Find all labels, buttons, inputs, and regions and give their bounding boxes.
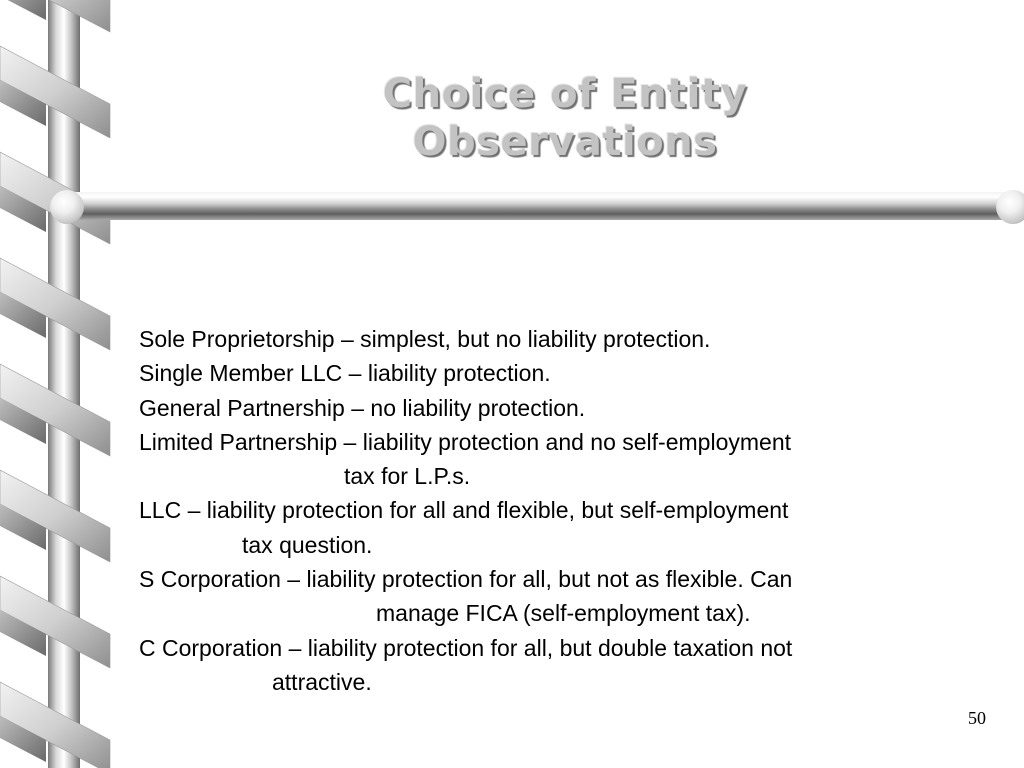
rod-knob-right (996, 190, 1024, 224)
list-item-s-corporation: S Corporation – liability protection for all, but not as flexible. Can (139, 566, 793, 593)
list-item-s-corporation-cont: manage FICA (self-employment tax). (376, 600, 751, 627)
observations-list (139, 322, 979, 699)
list-item-limited-partnership-cont: tax for L.P.s. (344, 463, 471, 490)
list-item-sole-proprietorship: Sole Proprietorship – simplest, but no liability protection. (139, 326, 711, 352)
ribbon-band-shadow (0, 0, 46, 20)
list-item-c-corporation-cont: attractive. (272, 668, 372, 695)
title-line-1: Choice of Entity (382, 71, 748, 117)
list-item-single-member-llc: Single Member LLC – liability protection. (139, 360, 551, 387)
divider-rod (52, 192, 1024, 220)
ribbon-decoration (0, 0, 120, 768)
title-line-2: Observations (412, 119, 718, 165)
list-item-llc-cont: tax question. (242, 531, 373, 558)
slide-title (300, 70, 830, 166)
list-item-c-corporation: C Corporation – liability protection for all, but double taxation not (139, 634, 793, 661)
page-number: 50 (968, 708, 986, 728)
list-item-limited-partnership: Limited Partnership – liability protection and no self-employment (139, 428, 791, 455)
list-item-llc: LLC – liability protection for all and flexible, but self-employment (139, 497, 789, 524)
list-item-general-partnership: General Partnership – no liability protection. (139, 394, 586, 421)
rod-knob-left (50, 190, 84, 224)
